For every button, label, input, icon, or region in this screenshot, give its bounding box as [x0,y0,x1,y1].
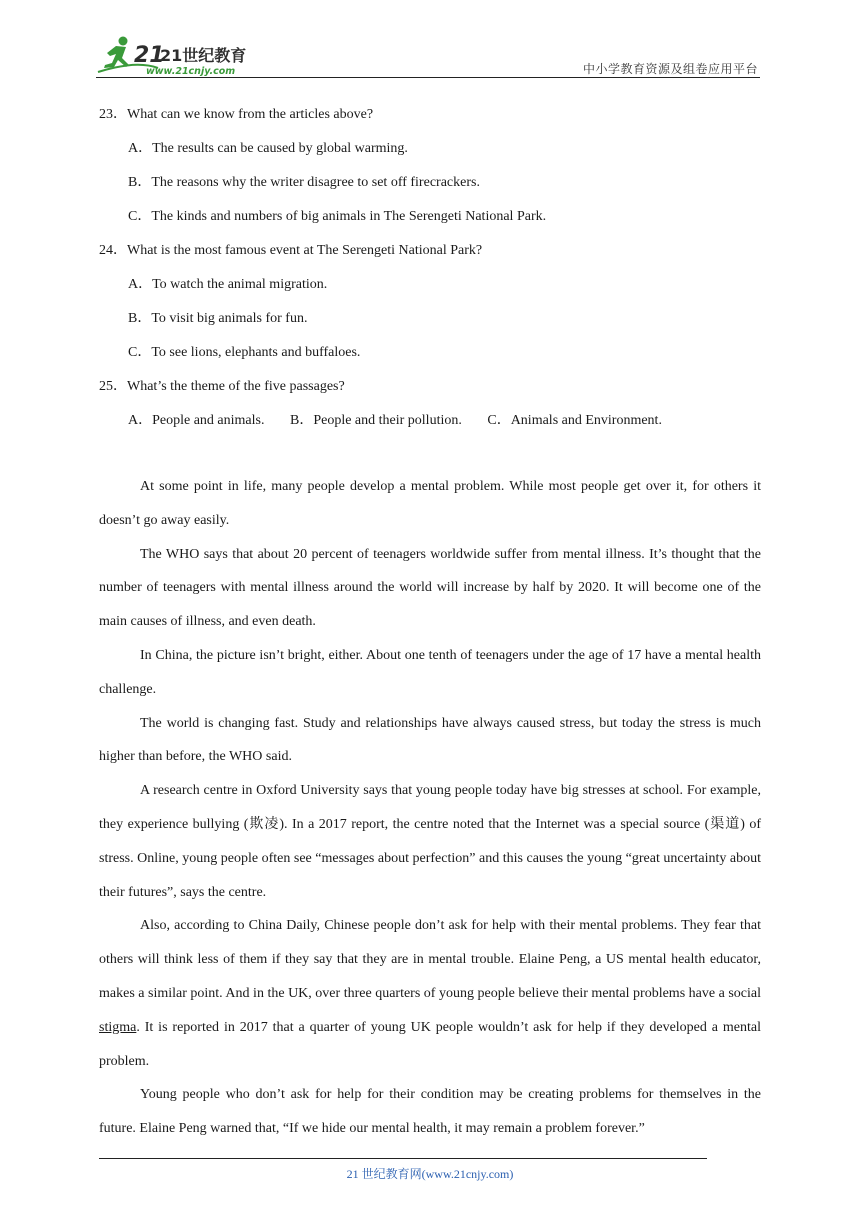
question-25-stem [99,370,763,404]
question-24-stem [99,234,763,268]
page-header [96,34,760,80]
header-divider [96,77,760,78]
question-23-option-c: C．The kinds and numbers of big animals in The Serengeti National Park. [128,209,547,224]
question-25-options [99,404,763,438]
platform-title: 中小学教育资源及组卷应用平台 [582,62,758,76]
question-25-option-c: C．Animals and Environment. [487,413,662,428]
question-text: What can we know from the articles above? [127,107,374,122]
logo-text: 21世纪教育 [160,46,247,65]
logo-url: www.21cnjy.com [146,66,236,77]
passage-paragraph: A research centre in Oxford University says that young people today have big stresses at school. For example, they experience bullying (欺凌). In a 2017 report, the centre noted that the Internet was a special source (渠道) of stress. Online, young people often see “messages about perfection” and this causes the young “great uncertainty about their futures”, says the centre. [99,783,761,900]
question-number: 24． [99,243,127,258]
underlined-word-stigma: stigma [99,1019,137,1035]
question-25-option-b: B．People and their pollution. [289,413,462,428]
logo-graphic [96,34,261,78]
question-list [99,98,763,438]
question-number: 25． [99,379,127,394]
passage-paragraph: The world is changing fast. Study and relationships have always caused stress, but today the stress is much higher than before, the WHO said. [99,715,761,765]
passage-text: Also, according to China Daily, Chinese people don’t ask for help with their mental problems. They fear that others will think less of them if they say that they are in mental trouble. Elaine Peng, a US mental health educator, makes a similar point. And in the UK, over three quarters of young people believe their mental problems have a social [99,918,761,1001]
page-footer: 21 世纪教育网(www.21cnjy.com) [346,1167,514,1181]
question-25-option-a: A．People and animals. [128,413,265,428]
question-24-option-b: B．To visit big animals for fun. [128,311,308,326]
question-23-option-b: B．The reasons why the writer disagree to set off firecrackers. [128,175,480,190]
reading-passage [99,470,761,1146]
question-24-option-c: C．To see lions, elephants and buffaloes. [128,345,361,360]
question-24-option-a: A．To watch the animal migration. [128,277,328,292]
passage-paragraph: Young people who don’t ask for help for their condition may be creating problems for themselves in the future. Elaine Peng warned that, “If we hide our mental health, it may remain a problem forever.” [99,1087,761,1137]
question-23-stem [99,98,763,132]
site-logo [96,34,261,78]
passage-paragraph: In China, the picture isn’t bright, either. About one tenth of teenagers under the age of 17 have a mental health challenge. [99,647,761,697]
question-text: What is the most famous event at The Serengeti National Park? [127,243,483,258]
question-23-option-a: A．The results can be caused by global warming. [128,141,408,156]
svg-text:21: 21 [134,43,165,68]
passage-paragraph [99,909,761,1078]
question-number: 23． [99,107,127,122]
passage-paragraph: At some point in life, many people develop a mental problem. While most people get over it, for others it doesn’t go away easily. [99,479,761,528]
footer-divider [99,1158,707,1159]
question-text: What’s the theme of the five passages? [127,379,345,394]
passage-paragraph: The WHO says that about 20 percent of teenagers worldwide suffer from mental illness. It’s thought that the number of teenagers with mental illness around the world will increase by half by 2020. It will become one of the main causes of illness, and even death. [99,546,761,630]
passage-text: . It is reported in 2017 that a quarter of young UK people wouldn’t ask for help if they developed a mental problem. [99,1019,761,1069]
